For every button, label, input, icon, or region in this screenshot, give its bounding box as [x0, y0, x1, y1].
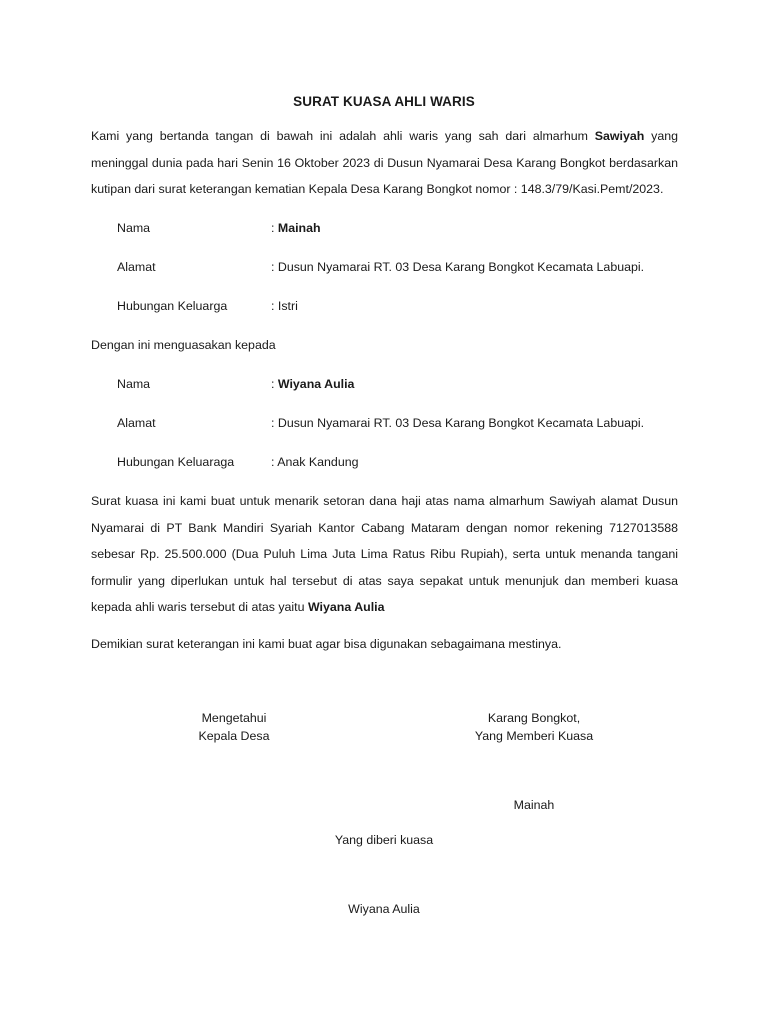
- purpose-line-4: formulir yang diperlukan untuk hal tersebut di atas saya sepakat untuk menunjuk dan memberi kuasa: [91, 573, 678, 588]
- grantee-address-label: Alamat: [117, 416, 156, 430]
- grantee-name: Wiyana Aulia: [277, 377, 355, 391]
- grantor-name-colon: :: [271, 221, 278, 235]
- grantee-name-value: [271, 377, 354, 391]
- signature-left-block: [164, 709, 304, 745]
- grantor-name-label: Nama: [117, 221, 151, 235]
- intro-line-2: meninggal dunia pada hari Senin 16 Oktober 2023 di Dusun Nyamarai Desa Karang Bongkot berdasarkan: [91, 155, 678, 170]
- intro-paragraph: [91, 123, 678, 203]
- grantee-address-row: [117, 416, 677, 434]
- transition-text: Dengan ini menguasakan kepada: [91, 338, 276, 352]
- signature-right-line-1: Karang Bongkot,: [487, 711, 581, 725]
- purpose-line-5: [91, 594, 678, 621]
- grantor-name-value: [271, 221, 321, 235]
- purpose-line-1: Surat kuasa ini kami buat untuk menarik setoran dana haji atas nama almarhum Sawiyah alamat Dusun: [91, 494, 678, 508]
- intro-line-1-end: yang: [644, 129, 678, 143]
- signature-right-line-2: Yang Memberi Kuasa: [474, 729, 594, 743]
- intro-line-1: [91, 123, 678, 150]
- purpose-line-3: sebesar Rp. 25.500.000 (Dua Puluh Lima Juta Lima Ratus Ribu Rupiah), serta untuk menanda tangani: [91, 547, 678, 561]
- purpose-grantee-name: Wiyana Aulia: [307, 600, 385, 614]
- closing-text: Demikian surat keterangan ini kami buat agar bisa digunakan sebagaimana mestinya.: [91, 637, 562, 651]
- grantor-address-label: Alamat: [117, 260, 156, 274]
- signature-bottom-name: Wiyana Aulia: [348, 902, 420, 916]
- grantee-name-row: [117, 377, 677, 395]
- intro-line-1-text: Kami yang bertanda tangan di bawah ini adalah ahli waris yang sah dari almarhum: [91, 129, 595, 143]
- signature-left-line-2: Kepala Desa: [198, 729, 270, 743]
- purpose-paragraph: [91, 488, 678, 621]
- deceased-name: Sawiyah: [594, 129, 645, 143]
- intro-line-3: kutipan dari surat keterangan kematian Kepala Desa Karang Bongkot nomor : 148.3/79/Kasi.Pemt/2023.: [91, 182, 664, 196]
- grantor-name-row: [117, 221, 677, 239]
- purpose-line-5-text: kepada ahli waris tersebut di atas yaitu: [91, 600, 308, 614]
- grantee-relation-label: Hubungan Keluaraga: [117, 455, 235, 469]
- signature-bottom-label: Yang diberi kuasa: [334, 833, 434, 847]
- signature-right-name: Mainah: [513, 798, 555, 812]
- grantor-relation-value: : Istri: [271, 299, 298, 313]
- grantee-relation-row: [117, 455, 677, 473]
- grantee-name-label: Nama: [117, 377, 151, 391]
- grantor-address-value: : Dusun Nyamarai RT. 03 Desa Karang Bongkot Kecamata Labuapi.: [271, 260, 645, 274]
- signature-left-line-1: Mengetahui: [201, 711, 267, 725]
- grantor-address-row: [117, 260, 677, 278]
- grantor-name: Mainah: [277, 221, 321, 235]
- signature-right-block: [454, 709, 614, 745]
- grantee-address-value: : Dusun Nyamarai RT. 03 Desa Karang Bongkot Kecamata Labuapi.: [271, 416, 645, 430]
- grantor-relation-label: Hubungan Keluarga: [117, 299, 228, 313]
- grantee-name-colon: :: [271, 377, 278, 391]
- grantor-relation-row: [117, 299, 677, 317]
- grantee-relation-value: : Anak Kandung: [271, 455, 359, 469]
- document-title: SURAT KUASA AHLI WARIS: [293, 94, 475, 109]
- purpose-line-2: Nyamarai di PT Bank Mandiri Syariah Kantor Cabang Mataram dengan nomor rekening 7127013588: [91, 520, 678, 535]
